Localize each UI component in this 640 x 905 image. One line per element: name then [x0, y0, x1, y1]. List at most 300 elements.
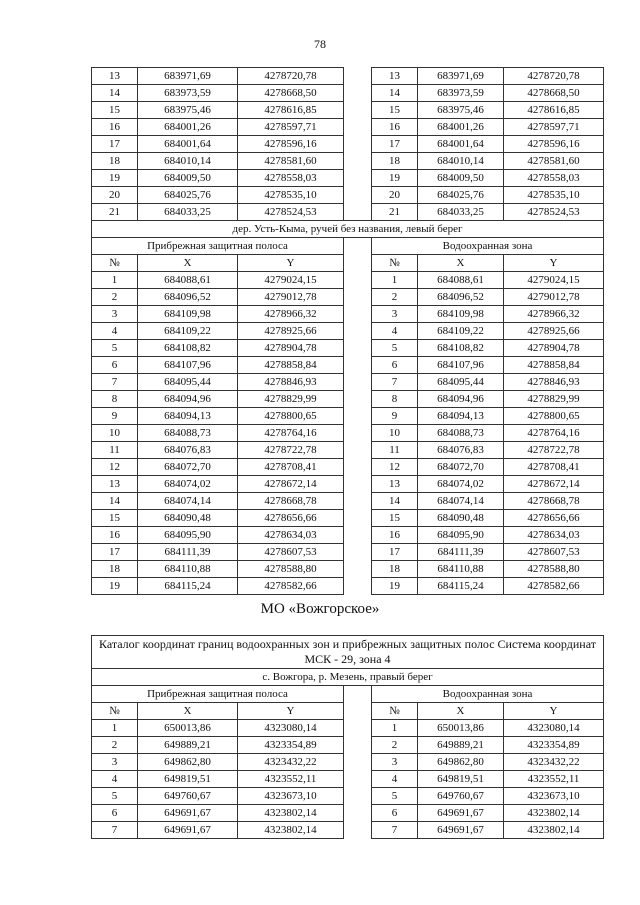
x-coordinate: 684025,76	[138, 187, 238, 204]
x-coordinate: 684111,39	[138, 544, 238, 561]
point-number: 17	[372, 136, 418, 153]
table-row	[92, 544, 604, 561]
y-coordinate: 4278524,53	[238, 204, 344, 221]
y-coordinate: 4278966,32	[238, 306, 344, 323]
column-gap	[344, 527, 372, 544]
x-coordinate: 684074,02	[418, 476, 504, 493]
y-coordinate: 4278829,99	[504, 391, 604, 408]
point-number: 1	[372, 720, 418, 737]
y-coordinate: 4278634,03	[238, 527, 344, 544]
y-coordinate: 4278829,99	[238, 391, 344, 408]
y-coordinate: 4278535,10	[504, 187, 604, 204]
point-number: 15	[372, 102, 418, 119]
x-coordinate: 684001,26	[138, 119, 238, 136]
zone-header-row	[92, 686, 604, 703]
column-gap	[344, 357, 372, 374]
x-coordinate: 684076,83	[138, 442, 238, 459]
col-x-header: X	[418, 703, 504, 720]
x-coordinate: 649862,80	[418, 754, 504, 771]
x-coordinate: 684001,26	[418, 119, 504, 136]
column-gap	[344, 187, 372, 204]
column-gap	[344, 510, 372, 527]
table-row	[92, 425, 604, 442]
x-coordinate: 649691,67	[138, 805, 238, 822]
column-gap	[344, 476, 372, 493]
y-coordinate: 4278668,50	[238, 85, 344, 102]
point-number: 7	[372, 374, 418, 391]
y-coordinate: 4278607,53	[504, 544, 604, 561]
x-coordinate: 684088,73	[418, 425, 504, 442]
x-coordinate: 649889,21	[138, 737, 238, 754]
y-coordinate: 4278668,78	[504, 493, 604, 510]
point-number: 4	[372, 323, 418, 340]
point-number: 1	[92, 720, 138, 737]
x-coordinate: 684009,50	[138, 170, 238, 187]
column-gap	[344, 204, 372, 221]
point-number: 1	[92, 272, 138, 289]
column-gap	[344, 289, 372, 306]
y-coordinate: 4323080,14	[238, 720, 344, 737]
x-coordinate: 684001,64	[138, 136, 238, 153]
column-gap	[344, 754, 372, 771]
col-x-header: X	[138, 703, 238, 720]
coordinates-table-vozhgora	[91, 635, 604, 839]
col-y-header: Y	[504, 255, 604, 272]
point-number: 11	[372, 442, 418, 459]
table-row	[92, 720, 604, 737]
x-coordinate: 683975,46	[138, 102, 238, 119]
column-gap	[344, 153, 372, 170]
point-number: 15	[92, 102, 138, 119]
column-gap	[344, 822, 372, 839]
x-coordinate: 650013,86	[138, 720, 238, 737]
table-row	[92, 357, 604, 374]
x-coordinate: 684072,70	[418, 459, 504, 476]
column-gap	[344, 561, 372, 578]
table-row	[92, 136, 604, 153]
table-row	[92, 527, 604, 544]
point-number: 3	[92, 306, 138, 323]
column-gap	[344, 323, 372, 340]
point-number: 20	[372, 187, 418, 204]
x-coordinate: 684010,14	[418, 153, 504, 170]
table-row	[92, 289, 604, 306]
y-coordinate: 4278656,66	[504, 510, 604, 527]
x-coordinate: 649889,21	[418, 737, 504, 754]
x-coordinate: 649760,67	[418, 788, 504, 805]
point-number: 17	[372, 544, 418, 561]
point-number: 7	[372, 822, 418, 839]
page-number: 78	[314, 37, 326, 51]
table-row	[92, 187, 604, 204]
point-number: 19	[372, 578, 418, 595]
x-coordinate: 684110,88	[138, 561, 238, 578]
x-coordinate: 684095,90	[418, 527, 504, 544]
x-coordinate: 649862,80	[138, 754, 238, 771]
point-number: 5	[92, 340, 138, 357]
y-coordinate: 4278720,78	[238, 68, 344, 85]
column-gap	[344, 272, 372, 289]
point-number: 19	[92, 578, 138, 595]
x-coordinate: 684009,50	[418, 170, 504, 187]
x-coordinate: 684088,73	[138, 425, 238, 442]
y-coordinate: 4323080,14	[504, 720, 604, 737]
x-coordinate: 684107,96	[418, 357, 504, 374]
y-coordinate: 4278708,41	[238, 459, 344, 476]
x-coordinate: 683973,59	[138, 85, 238, 102]
x-coordinate: 684109,98	[418, 306, 504, 323]
y-coordinate: 4278558,03	[238, 170, 344, 187]
point-number: 2	[372, 737, 418, 754]
point-number: 6	[372, 805, 418, 822]
point-number: 16	[372, 527, 418, 544]
table-row	[92, 788, 604, 805]
y-coordinate: 4278524,53	[504, 204, 604, 221]
column-gap	[344, 136, 372, 153]
y-coordinate: 4278634,03	[504, 527, 604, 544]
point-number: 11	[92, 442, 138, 459]
point-number: 18	[372, 561, 418, 578]
y-coordinate: 4278858,84	[238, 357, 344, 374]
point-number: 6	[372, 357, 418, 374]
x-coordinate: 684110,88	[418, 561, 504, 578]
x-coordinate: 684033,25	[138, 204, 238, 221]
point-number: 1	[372, 272, 418, 289]
x-coordinate: 684076,83	[418, 442, 504, 459]
point-number: 10	[92, 425, 138, 442]
y-coordinate: 4323673,10	[504, 788, 604, 805]
column-gap	[344, 544, 372, 561]
col-x-header: X	[138, 255, 238, 272]
point-number: 16	[92, 527, 138, 544]
column-gap	[344, 442, 372, 459]
point-number: 5	[372, 788, 418, 805]
table-row	[92, 771, 604, 788]
x-coordinate: 684088,61	[138, 272, 238, 289]
point-number: 14	[372, 85, 418, 102]
point-number: 6	[92, 805, 138, 822]
caption-row	[92, 636, 604, 669]
y-coordinate: 4278596,16	[238, 136, 344, 153]
table-row	[92, 374, 604, 391]
y-coordinate: 4278616,85	[504, 102, 604, 119]
column-gap	[344, 102, 372, 119]
column-header-row	[92, 703, 604, 720]
x-coordinate: 684090,48	[138, 510, 238, 527]
y-coordinate: 4278764,16	[238, 425, 344, 442]
col-number-header: №	[92, 703, 138, 720]
y-coordinate: 4323354,89	[504, 737, 604, 754]
point-number: 15	[372, 510, 418, 527]
point-number: 13	[92, 476, 138, 493]
y-coordinate: 4278597,71	[238, 119, 344, 136]
point-number: 4	[92, 771, 138, 788]
y-coordinate: 4279024,15	[238, 272, 344, 289]
point-number: 6	[92, 357, 138, 374]
table-row	[92, 822, 604, 839]
point-number: 21	[372, 204, 418, 221]
table-row	[92, 493, 604, 510]
y-coordinate: 4278800,65	[238, 408, 344, 425]
y-coordinate: 4278582,66	[504, 578, 604, 595]
y-coordinate: 4278720,78	[504, 68, 604, 85]
point-number: 9	[92, 408, 138, 425]
table-row	[92, 306, 604, 323]
table-row	[92, 85, 604, 102]
x-coordinate: 650013,86	[418, 720, 504, 737]
x-coordinate: 649691,67	[138, 822, 238, 839]
x-coordinate: 684109,22	[138, 323, 238, 340]
y-coordinate: 4278708,41	[504, 459, 604, 476]
x-coordinate: 649760,67	[138, 788, 238, 805]
table-row	[92, 805, 604, 822]
column-gap	[344, 771, 372, 788]
y-coordinate: 4278904,78	[504, 340, 604, 357]
y-coordinate: 4278535,10	[238, 187, 344, 204]
col-number-header: №	[92, 255, 138, 272]
column-gap	[344, 391, 372, 408]
section-title: с. Вожгора, р. Мезень, правый берег	[92, 669, 604, 686]
x-coordinate: 684025,76	[418, 187, 504, 204]
section-title: дер. Усть-Кыма, ручей без названия, левый берег	[92, 221, 604, 238]
point-number: 9	[372, 408, 418, 425]
point-number: 8	[92, 391, 138, 408]
table-row	[92, 170, 604, 187]
column-gap	[344, 737, 372, 754]
x-coordinate: 684115,24	[138, 578, 238, 595]
x-coordinate: 684096,52	[138, 289, 238, 306]
y-coordinate: 4279012,78	[238, 289, 344, 306]
coordinates-table-ust-kyma	[91, 67, 604, 595]
column-gap	[344, 119, 372, 136]
y-coordinate: 4278588,80	[238, 561, 344, 578]
x-coordinate: 683971,69	[418, 68, 504, 85]
y-coordinate: 4278966,32	[504, 306, 604, 323]
column-gap	[344, 374, 372, 391]
point-number: 10	[372, 425, 418, 442]
x-coordinate: 684109,98	[138, 306, 238, 323]
section-title-row	[92, 221, 604, 238]
point-number: 18	[372, 153, 418, 170]
x-coordinate: 683975,46	[418, 102, 504, 119]
point-number: 3	[372, 754, 418, 771]
col-x-header: X	[418, 255, 504, 272]
y-coordinate: 4278764,16	[504, 425, 604, 442]
y-coordinate: 4278558,03	[504, 170, 604, 187]
y-coordinate: 4278925,66	[504, 323, 604, 340]
y-coordinate: 4278607,53	[238, 544, 344, 561]
y-coordinate: 4278722,78	[504, 442, 604, 459]
point-number: 13	[372, 476, 418, 493]
col-y-header: Y	[238, 255, 344, 272]
x-coordinate: 684001,64	[418, 136, 504, 153]
col-y-header: Y	[504, 703, 604, 720]
point-number: 18	[92, 561, 138, 578]
point-number: 7	[92, 374, 138, 391]
y-coordinate: 4278668,50	[504, 85, 604, 102]
x-coordinate: 649819,51	[138, 771, 238, 788]
point-number: 4	[92, 323, 138, 340]
x-coordinate: 684096,52	[418, 289, 504, 306]
column-gap	[344, 493, 372, 510]
y-coordinate: 4278588,80	[504, 561, 604, 578]
y-coordinate: 4278581,60	[504, 153, 604, 170]
point-number: 8	[372, 391, 418, 408]
y-coordinate: 4278904,78	[238, 340, 344, 357]
y-coordinate: 4278581,60	[238, 153, 344, 170]
x-coordinate: 684090,48	[418, 510, 504, 527]
column-gap	[344, 788, 372, 805]
table-row	[92, 754, 604, 771]
x-coordinate: 684033,25	[418, 204, 504, 221]
column-gap	[344, 408, 372, 425]
point-number: 18	[92, 153, 138, 170]
x-coordinate: 684094,96	[418, 391, 504, 408]
x-coordinate: 684074,14	[138, 493, 238, 510]
point-number: 3	[372, 306, 418, 323]
point-number: 14	[92, 493, 138, 510]
y-coordinate: 4278668,78	[238, 493, 344, 510]
x-coordinate: 684111,39	[418, 544, 504, 561]
x-coordinate: 684095,44	[138, 374, 238, 391]
column-gap	[344, 255, 372, 272]
y-coordinate: 4278858,84	[504, 357, 604, 374]
column-gap	[344, 805, 372, 822]
y-coordinate: 4279012,78	[504, 289, 604, 306]
point-number: 4	[372, 771, 418, 788]
point-number: 19	[92, 170, 138, 187]
point-number: 17	[92, 544, 138, 561]
x-coordinate: 684108,82	[138, 340, 238, 357]
point-number: 12	[92, 459, 138, 476]
x-coordinate: 684072,70	[138, 459, 238, 476]
y-coordinate: 4323802,14	[238, 822, 344, 839]
water-protection-zone-header: Водоохранная зона	[372, 686, 604, 703]
column-gap	[344, 425, 372, 442]
y-coordinate: 4323432,22	[504, 754, 604, 771]
x-coordinate: 684095,44	[418, 374, 504, 391]
y-coordinate: 4278672,14	[238, 476, 344, 493]
water-protection-zone-header: Водоохранная зона	[372, 238, 604, 255]
table-row	[92, 68, 604, 85]
point-number: 5	[372, 340, 418, 357]
coastal-strip-header: Прибрежная защитная полоса	[92, 686, 344, 703]
y-coordinate: 4278722,78	[238, 442, 344, 459]
x-coordinate: 649819,51	[418, 771, 504, 788]
table-row	[92, 459, 604, 476]
column-gap	[344, 720, 372, 737]
x-coordinate: 684094,96	[138, 391, 238, 408]
column-gap	[344, 578, 372, 595]
y-coordinate: 4323802,14	[504, 822, 604, 839]
point-number: 5	[92, 788, 138, 805]
x-coordinate: 684115,24	[418, 578, 504, 595]
x-coordinate: 684088,61	[418, 272, 504, 289]
x-coordinate: 684109,22	[418, 323, 504, 340]
y-coordinate: 4278846,93	[238, 374, 344, 391]
y-coordinate: 4323802,14	[504, 805, 604, 822]
table-row	[92, 272, 604, 289]
y-coordinate: 4278925,66	[238, 323, 344, 340]
column-gap	[344, 459, 372, 476]
x-coordinate: 684094,13	[138, 408, 238, 425]
table-row	[92, 391, 604, 408]
x-coordinate: 683971,69	[138, 68, 238, 85]
y-coordinate: 4323552,11	[504, 771, 604, 788]
column-gap	[344, 686, 372, 703]
point-number: 16	[92, 119, 138, 136]
x-coordinate: 684107,96	[138, 357, 238, 374]
point-number: 3	[92, 754, 138, 771]
column-gap	[344, 170, 372, 187]
table-row	[92, 578, 604, 595]
section-title-row	[92, 669, 604, 686]
table-row	[92, 476, 604, 493]
point-number: 14	[372, 493, 418, 510]
point-number: 2	[92, 737, 138, 754]
y-coordinate: 4323552,11	[238, 771, 344, 788]
col-number-header: №	[372, 255, 418, 272]
table-row	[92, 153, 604, 170]
point-number: 21	[92, 204, 138, 221]
point-number: 2	[92, 289, 138, 306]
x-coordinate: 684094,13	[418, 408, 504, 425]
table-row	[92, 561, 604, 578]
point-number: 16	[372, 119, 418, 136]
y-coordinate: 4323354,89	[238, 737, 344, 754]
table-row	[92, 408, 604, 425]
point-number: 17	[92, 136, 138, 153]
point-number: 7	[92, 822, 138, 839]
table-row	[92, 323, 604, 340]
table-row	[92, 737, 604, 754]
point-number: 14	[92, 85, 138, 102]
table-row	[92, 340, 604, 357]
y-coordinate: 4278596,16	[504, 136, 604, 153]
y-coordinate: 4279024,15	[504, 272, 604, 289]
y-coordinate: 4278597,71	[504, 119, 604, 136]
column-gap	[344, 238, 372, 255]
point-number: 13	[92, 68, 138, 85]
point-number: 2	[372, 289, 418, 306]
x-coordinate: 683973,59	[418, 85, 504, 102]
y-coordinate: 4278846,93	[504, 374, 604, 391]
point-number: 15	[92, 510, 138, 527]
y-coordinate: 4323432,22	[238, 754, 344, 771]
x-coordinate: 684074,14	[418, 493, 504, 510]
x-coordinate: 684010,14	[138, 153, 238, 170]
municipality-title: МО «Вожгорское»	[260, 601, 380, 617]
catalog-caption: Каталог координат границ водоохранных зон и прибрежных защитных полос Система координат МСК - 29, зона 4	[92, 636, 604, 669]
column-gap	[344, 68, 372, 85]
column-header-row	[92, 255, 604, 272]
point-number: 13	[372, 68, 418, 85]
column-gap	[344, 340, 372, 357]
table-row	[92, 119, 604, 136]
x-coordinate: 684074,02	[138, 476, 238, 493]
column-gap	[344, 703, 372, 720]
y-coordinate: 4278656,66	[238, 510, 344, 527]
y-coordinate: 4278582,66	[238, 578, 344, 595]
point-number: 12	[372, 459, 418, 476]
table-row	[92, 204, 604, 221]
point-number: 19	[372, 170, 418, 187]
y-coordinate: 4278616,85	[238, 102, 344, 119]
y-coordinate: 4278672,14	[504, 476, 604, 493]
zone-header-row	[92, 238, 604, 255]
column-gap	[344, 306, 372, 323]
col-y-header: Y	[238, 703, 344, 720]
